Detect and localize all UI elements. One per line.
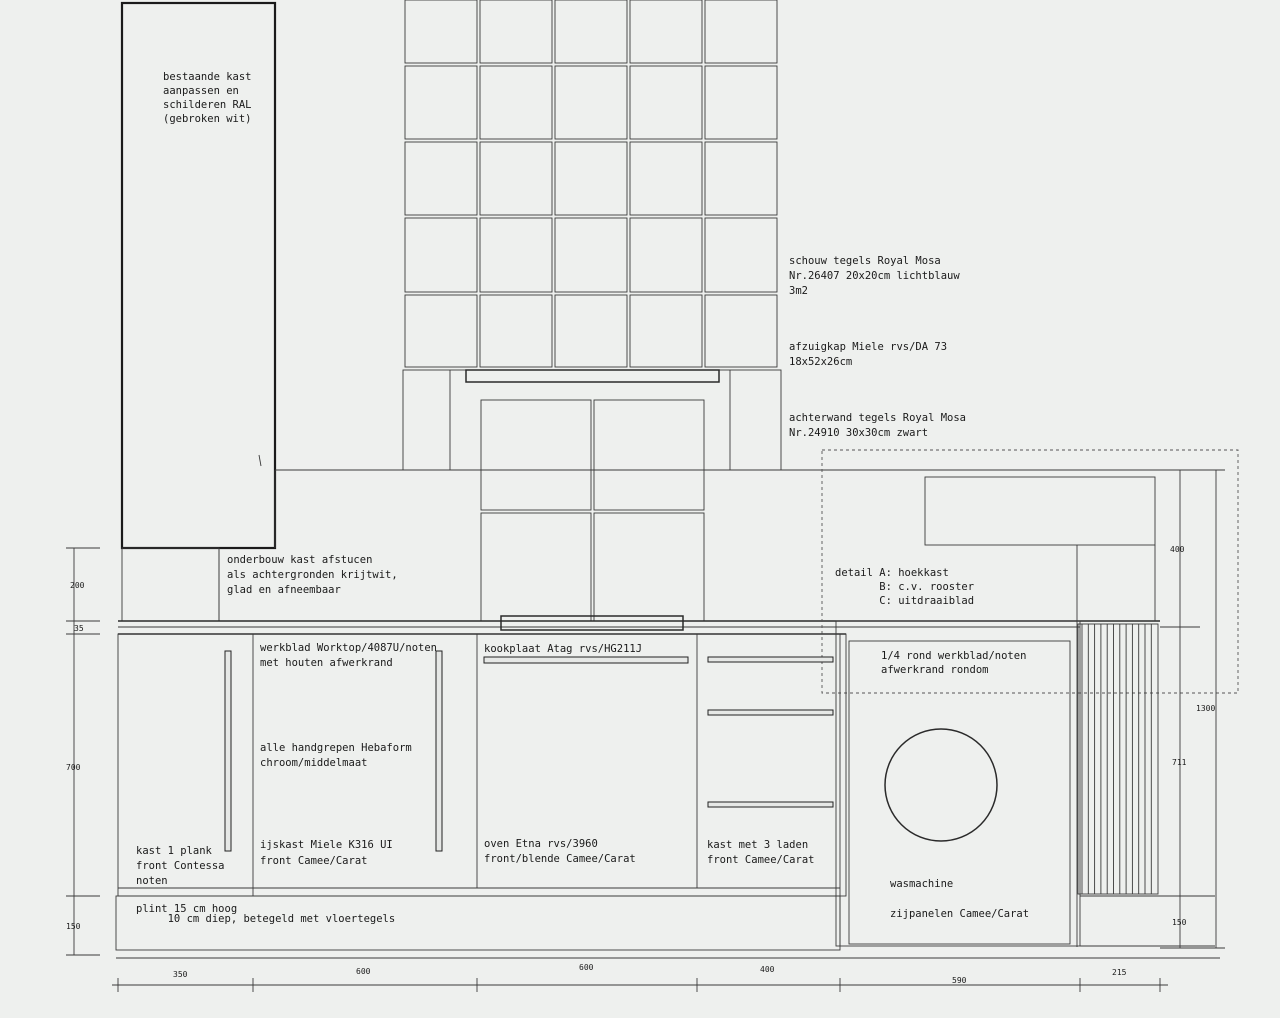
dim-right-400: 400: [1170, 545, 1185, 554]
handle-drawer-3: [708, 802, 833, 807]
note-drawers: kast met 3 laden front Camee/Carat: [707, 839, 815, 866]
chimney-tile-grid: [405, 0, 777, 367]
chimney-tile: [705, 0, 777, 63]
chimney-tile: [405, 218, 477, 292]
note-chimney-tiles: schouw tegels Royal Mosa Nr.26407 20x20cm lichtblauw 3m2: [789, 255, 960, 297]
countertop: [118, 616, 1160, 634]
note-base-plaster: onderbouw kast afstucen als achtergronden krijtwit, glad en afneembaar: [227, 554, 398, 596]
chimney-tile: [630, 295, 702, 367]
chimney-tile: [630, 0, 702, 63]
handle-drawer-1: [708, 657, 833, 662]
chimney-tile: [405, 142, 477, 215]
chimney-tile: [705, 218, 777, 292]
chimney-tile: [405, 295, 477, 367]
chimney-tile: [405, 66, 477, 139]
dim-bottom-600b: 600: [579, 963, 594, 972]
handle-ijskast: [436, 651, 442, 851]
dim-right-150: 150: [1172, 918, 1187, 927]
chimney-tile: [480, 295, 552, 367]
dim-bottom-600a: 600: [356, 967, 371, 976]
chimney-tile: [480, 0, 552, 63]
handle-kast1: [225, 651, 231, 851]
note-cabinet-1: kast 1 plank front Contessa noten: [136, 845, 225, 887]
washing-machine-door: [885, 729, 997, 841]
chimney-tile: [705, 142, 777, 215]
chimney-tile: [480, 218, 552, 292]
chimney-tile: [555, 218, 627, 292]
note-backsplash: achterwand tegels Royal Mosa Nr.24910 30x30cm zwart: [789, 412, 967, 439]
chimney-tile: [555, 142, 627, 215]
handle-drawer-2: [708, 710, 833, 715]
chimney-tile: [555, 0, 627, 63]
note-worktop: werkblad Worktop/4087U/noten met houten afwerkrand: [260, 642, 438, 669]
chimney-tile: [480, 142, 552, 215]
note-cooktop: kookplaat Atag rvs/HG211J: [484, 643, 643, 655]
chimney-tile: [630, 142, 702, 215]
dim-left-200: 200: [70, 581, 85, 590]
dim-bottom-350: 350: [173, 970, 188, 979]
note-quarter-round: 1/4 rond werkblad/noten afwerkrand rondom: [881, 650, 1027, 676]
dim-left-35: 35: [74, 624, 84, 633]
note-plinth: plint 15 cm hoog 10 cm diep, betegeld met vloertegels: [136, 903, 396, 925]
note-existing-cabinet: bestaande kast aanpassen en schilderen RAL (gebroken wit): [163, 71, 252, 125]
dim-bottom-590: 590: [952, 976, 967, 985]
handle-oven: [484, 657, 688, 663]
dim-right-711: 711: [1172, 758, 1187, 767]
note-side-panels: zijpanelen Camee/Carat: [890, 908, 1030, 920]
note-detail-legend: detail A: hoekkast B: c.v. rooster C: uitdraaiblad: [835, 567, 975, 607]
chimney-tile: [555, 295, 627, 367]
dim-left-700: 700: [66, 763, 81, 772]
dim-right-1300: 1300: [1196, 704, 1216, 713]
cv-rooster-grille: [1078, 624, 1158, 894]
chimney-tile: [480, 66, 552, 139]
chimney-tile: [405, 0, 477, 63]
chimney-tile: [705, 66, 777, 139]
chimney-tile: [630, 66, 702, 139]
dim-left-150: 150: [66, 922, 81, 931]
chimney-tile: [630, 218, 702, 292]
note-oven: oven Etna rvs/3960 front/blende Camee/Carat: [484, 838, 636, 865]
chimney-tile: [555, 66, 627, 139]
note-handles: alle handgrepen Hebaform chroom/middelmaat: [260, 742, 412, 769]
corner-unit-top: [925, 477, 1155, 947]
note-fridge: ijskast Miele K316 UI front Camee/Carat: [260, 839, 393, 867]
dim-bottom-215: 215: [1112, 968, 1127, 977]
chimney-tile: [705, 295, 777, 367]
note-washing-machine: wasmachine: [890, 878, 954, 890]
dim-bottom-400: 400: [760, 965, 775, 974]
range-hood: [403, 370, 781, 470]
note-range-hood: afzuigkap Miele rvs/DA 73 18x52x26cm: [789, 341, 948, 368]
